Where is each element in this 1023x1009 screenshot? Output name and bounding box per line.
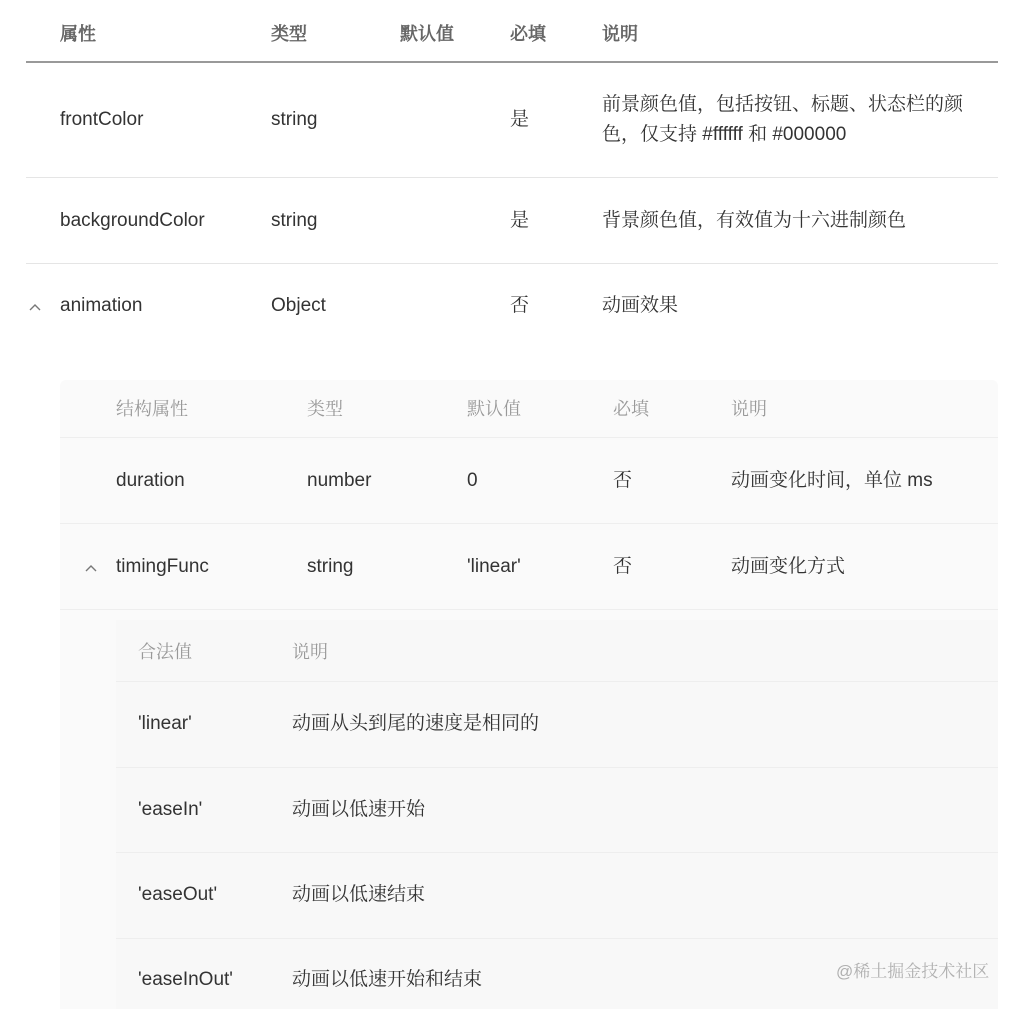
sub-header-default: 默认值 [467, 399, 521, 419]
sub-header-rule [60, 437, 998, 438]
header-required: 必填 [510, 24, 546, 44]
sub-header-description: 说明 [292, 642, 328, 662]
row-required: 否 [510, 295, 530, 316]
row-value: 'easeInOut' [138, 969, 233, 990]
header-description: 说明 [602, 24, 638, 44]
watermark: @稀土掘金技术社区 [836, 962, 990, 981]
row-default: 0 [467, 470, 478, 491]
row-description: 动画从头到尾的速度是相同的 [292, 713, 540, 734]
row-description: 动画以低速开始和结束 [292, 969, 483, 990]
row-divider [116, 938, 998, 939]
row-required: 否 [613, 470, 633, 491]
row-name: frontColor [60, 109, 144, 130]
header-default: 默认值 [400, 24, 454, 44]
row-type: string [271, 109, 318, 130]
sub-header-value: 合法值 [138, 642, 192, 662]
row-description: 动画变化方式 [731, 556, 846, 577]
row-description: 动画以低速结束 [292, 884, 426, 905]
row-value: 'easeOut' [138, 884, 218, 905]
row-name: timingFunc [116, 556, 209, 577]
row-divider [116, 767, 998, 768]
row-description: 动画以低速开始 [292, 799, 426, 820]
header-type: 类型 [271, 24, 307, 44]
sub-header-description: 说明 [731, 399, 767, 419]
row-name: duration [116, 470, 185, 491]
timing-subtable [116, 620, 998, 1009]
row-type: Object [271, 295, 326, 316]
row-description: 动画效果 [602, 295, 679, 316]
row-name: animation [60, 295, 143, 316]
row-divider [26, 177, 998, 178]
row-type: number [307, 470, 372, 491]
header-property: 属性 [60, 24, 96, 44]
chevron-up-icon[interactable] [27, 300, 43, 316]
row-type: string [271, 210, 318, 231]
row-required: 否 [613, 556, 633, 577]
sub-header-type: 类型 [307, 399, 343, 419]
header-rule [26, 61, 998, 63]
row-type: string [307, 556, 354, 577]
row-divider [116, 852, 998, 853]
row-divider [60, 523, 998, 524]
row-value: 'easeIn' [138, 799, 203, 820]
row-name: backgroundColor [60, 210, 205, 231]
sub-header-required: 必填 [613, 399, 649, 419]
row-divider [60, 609, 998, 610]
row-value: 'linear' [138, 713, 192, 734]
row-required: 是 [510, 210, 530, 231]
row-description: 前景颜色值，包括按钮、标题、状态栏的颜色，仅支持 #ffffff 和 #000000 [602, 94, 964, 145]
row-divider [26, 263, 998, 264]
chevron-up-icon[interactable] [83, 561, 99, 577]
sub-header-property: 结构属性 [116, 399, 188, 419]
row-default: 'linear' [467, 556, 521, 577]
row-required: 是 [510, 109, 530, 130]
sub-header-rule [116, 681, 998, 682]
row-description: 动画变化时间，单位 ms [731, 470, 933, 491]
row-description: 背景颜色值，有效值为十六进制颜色 [602, 210, 907, 231]
